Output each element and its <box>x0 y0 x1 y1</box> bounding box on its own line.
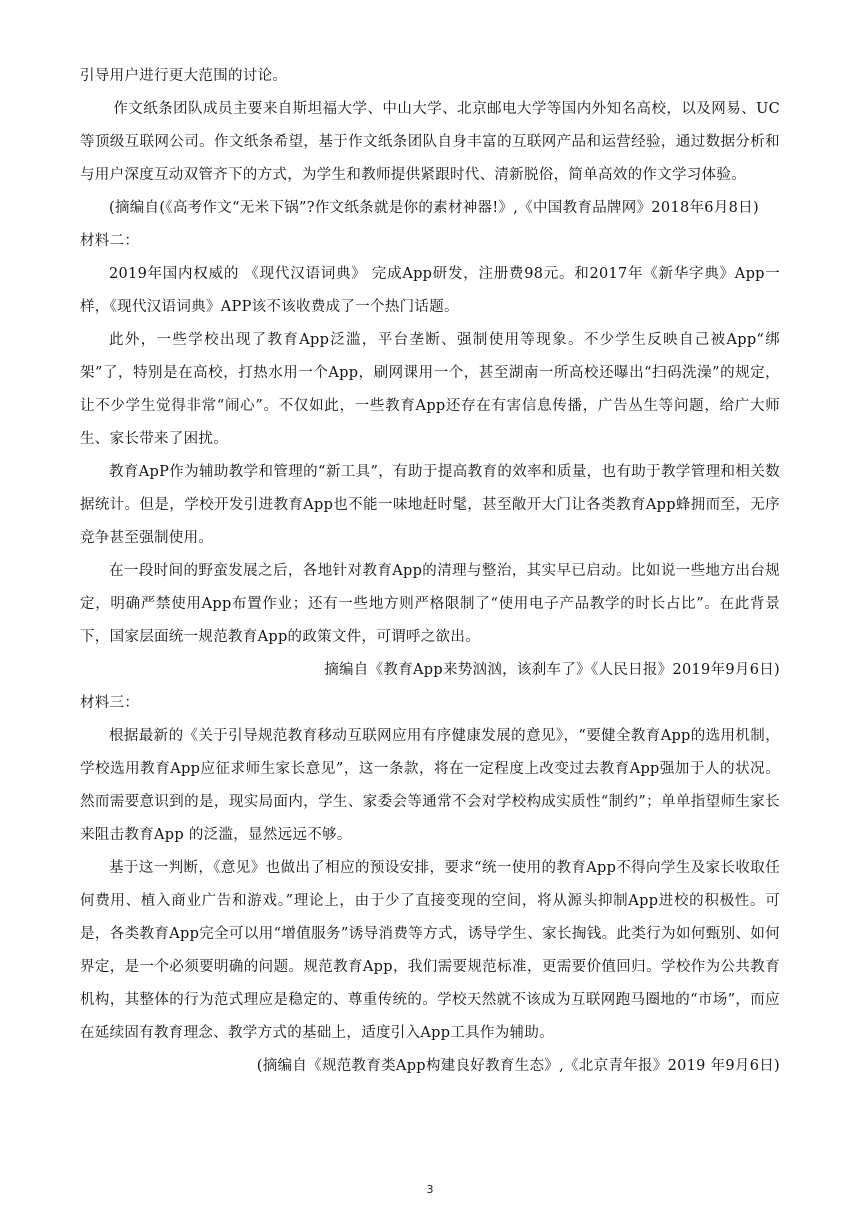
paragraph: 2019年国内权威的 《现代汉语词典》 完成App研发，注册费98元。和2017年《新华字典》App一样，《现代汉语词典》APP该不该收费成了一个热门话题。 <box>80 266 780 315</box>
paragraph: 在一段时间的野蛮发展之后，各地针对教育App的清理与整治，其实早已启动。比如说一些地方出台规定，明确严禁使用App布置作业；还有一些地方则严格限制了“使用电子产品教学的时长占比”。在此背景下，国家层面统一规范教育App的政策文件，可谓呼之欲出。 <box>80 563 780 645</box>
article-body <box>80 60 780 1083</box>
section-heading: 材料二： <box>80 233 140 249</box>
page-number: 3 <box>426 1183 434 1196</box>
paragraph: 根据最新的《关于引导规范教育移动互联网应用有序健康发展的意见》，“要健全教育App的选用机制，学校选用教育App应征求师生家长意见”，这一条款，将在一定程度上改变过去教育App强加于人的状况。然而需要意识到的是，现实局面内，学生、家委会等通常不会对学校构成实质性“制约”；单单指望师生家长来阻击教育App 的泛滥，显然远远不够。 <box>80 728 780 843</box>
paragraph: 引导用户进行更大范围的讨论。 <box>80 68 288 84</box>
source-citation: (摘编自《规范教育类App构建良好教育生态》,《北京青年报》2019 年9月6日) <box>256 1058 780 1074</box>
source-citation: (摘编自(《高考作文“无米下锅”?作文纸条就是你的素材神器!》,《中国教育品牌网》2018年6月8日) <box>109 200 759 216</box>
paragraph: 作文纸条团队成员主要来自斯坦福大学、中山大学、北京邮电大学等国内外知名高校，以及网易、UC等顶级互联网公司。作文纸条希望，基于作文纸条团队自身丰富的互联网产品和运营经验，通过数据分析和与用户深度互动双管齐下的方式，为学生和教师提供紧跟时代、清新脱俗，简单高效的作文学习体验。 <box>80 101 780 183</box>
section-heading: 材料三： <box>80 695 140 711</box>
paragraph: 基于这一判断，《意见》也做出了相应的预设安排，要求“统一使用的教育App不得向学生及家长收取任何费用、植入商业广告和游戏。”理论上，由于少了直接变现的空间，将从源头抑制App进校的积极性。可是，各类教育App完全可以用“增值服务”诱导消费等方式，诱导学生、家长掏钱。此类行为如何甄别、如何界定，是一个必须要明确的问题。规范教育App，我们需要规范标准，更需要价值回归。学校作为公共教育机构，其整体的行为范式理应是稳定的、尊重传统的。学校天然就不该成为互联网跑马圈地的“市场”，而应在延续固有教育理念、教学方式的基础上，适度引入App工具作为辅助。 <box>80 860 780 1041</box>
paragraph: 此外，一些学校出现了教育App泛滥，平台垄断、强制使用等现象。不少学生反映自己被App“绑架”了，特别是在高校，打热水用一个App，刷网课用一个，甚至湖南一所高校还曝出“扫码洗澡”的规定，让不少学生觉得非常“闹心”。不仅如此，一些教育App还存在有害信息传播，广告丛生等问题，给广大师生、家长带来了困扰。 <box>80 332 780 447</box>
paragraph: 教育ApP作为辅助教学和管理的“新工具”，有助于提高教育的效率和质量，也有助于教学管理和相关数据统计。但是，学校开发引进教育App也不能一味地赶时髦，甚至敞开大门让各类教育App蜂拥而至，无序竞争甚至强制使用。 <box>80 464 780 546</box>
source-citation: 摘编自《教育App来势汹汹，该刹车了》《人民日报》2019年9月6日) <box>324 662 780 678</box>
